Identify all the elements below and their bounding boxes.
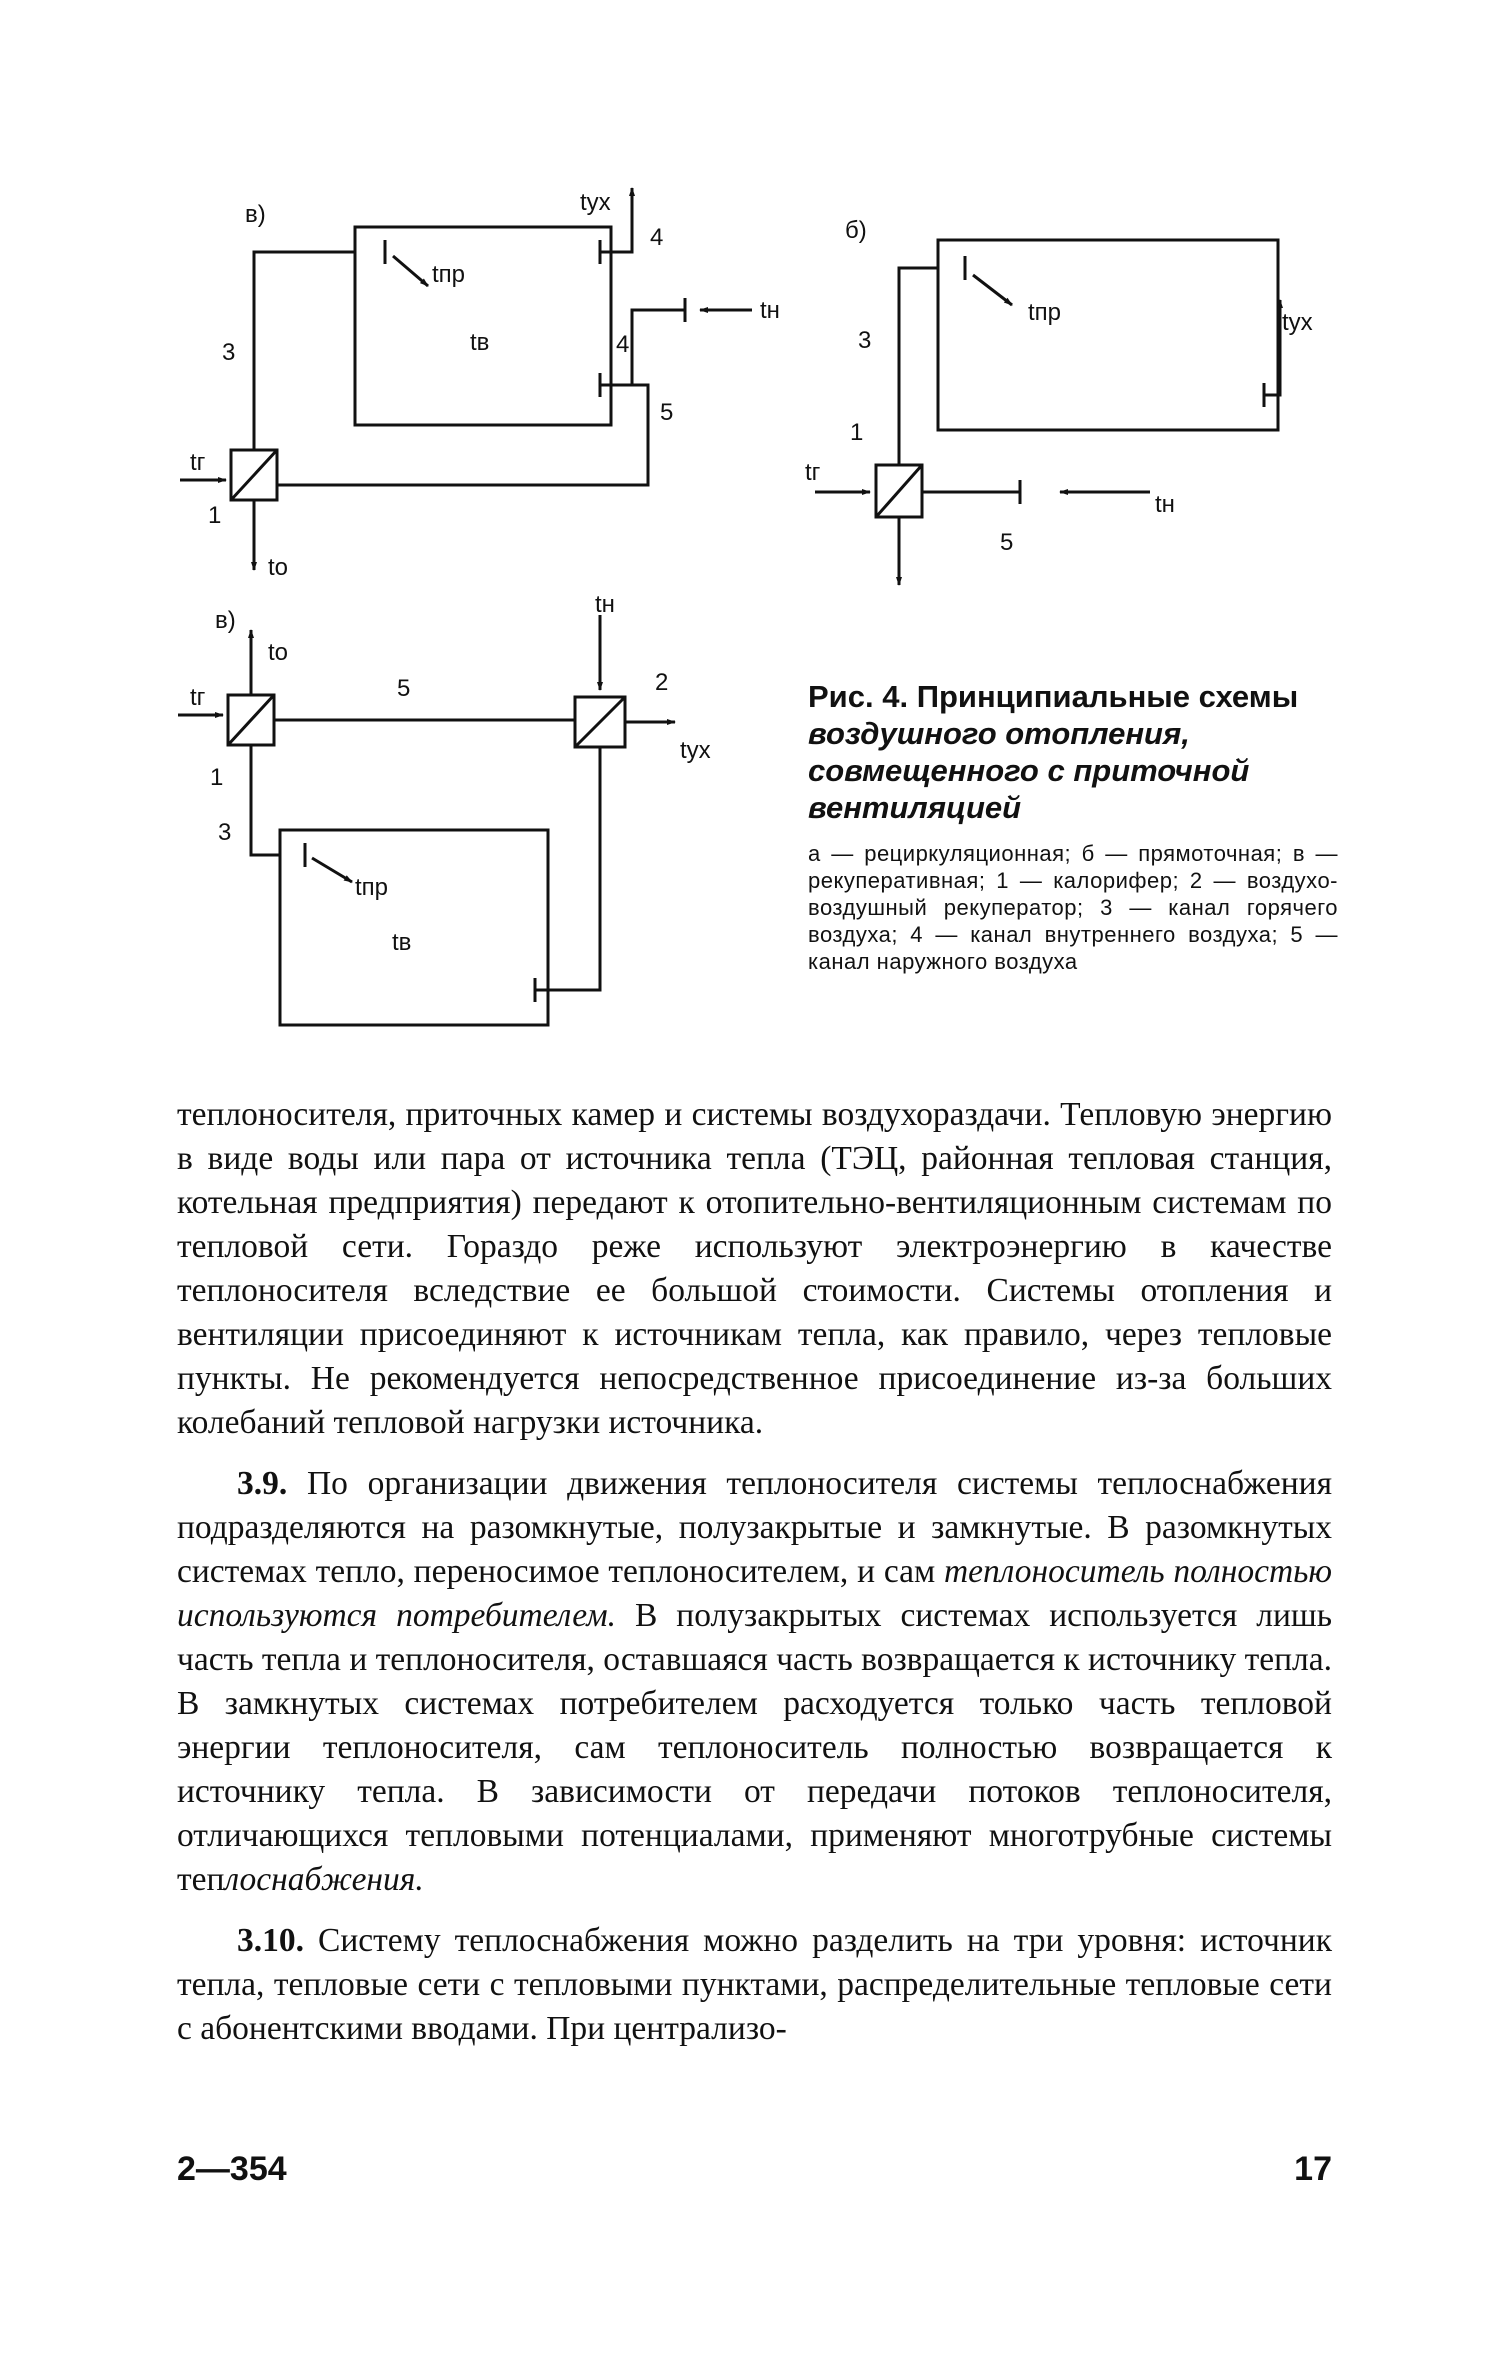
paragraph-3-9-part-a: По организации движения теплоносителя системы теплоснабжения подразделяются на разомкнутые, полузакрытые и замкнутые. В разомкнутых системах тепло, переносимое теплоносителем, и сам bbox=[177, 1465, 1332, 1590]
label-b-tux: tух bbox=[1282, 309, 1313, 336]
label-a-tn: tн bbox=[760, 297, 780, 324]
caption-title-italic: воздушного отопления, совмещенного с приточной вентиляцией bbox=[808, 716, 1250, 825]
arrow-tpr-a bbox=[393, 256, 428, 286]
section-number-3-10: 3.10. bbox=[237, 1922, 304, 1959]
paragraph-3-9-italic-1: теплоноситель полностью используются потребителем. bbox=[177, 1553, 1333, 1634]
label-a-n1: 1 bbox=[208, 502, 222, 529]
paragraph-3-10 bbox=[177, 1919, 1332, 2051]
label-a-to: tо bbox=[268, 554, 289, 581]
label-c-n1: 1 bbox=[210, 764, 224, 791]
label-b-panel: б) bbox=[845, 217, 867, 244]
figure-caption bbox=[808, 678, 1338, 975]
label-c-tv: tв bbox=[392, 929, 412, 956]
label-b-n1: 1 bbox=[850, 419, 864, 446]
room-c bbox=[280, 830, 548, 1025]
heater-a-diagonal bbox=[231, 450, 277, 500]
label-c-to: tо bbox=[268, 639, 289, 666]
diagram-c bbox=[178, 615, 675, 1025]
room-b bbox=[938, 240, 1278, 430]
label-b-n5: 5 bbox=[1000, 529, 1014, 556]
label-a-tux: tух bbox=[580, 189, 611, 216]
paragraph-3-9-part-b: В полузакрытых системах используется лишь часть тепла и теплоносителя, оставшаяся часть возвращается к источнику тепла. В замкнутых системах потребителем расходуется только часть тепловой энергии теплоносителя, сам теплоноситель полностью возвращается к источнику тепла. В зависимости от передачи потоков теплоносителя, отличающихся тепловыми потенциалами, применяют многотрубные системы теп bbox=[177, 1597, 1332, 1898]
section-number-3-9: 3.9. bbox=[237, 1465, 288, 1502]
label-c-n3: 3 bbox=[218, 819, 232, 846]
paragraph-3-9 bbox=[177, 1462, 1332, 1902]
label-c-n5: 5 bbox=[397, 675, 411, 702]
label-a-n3: 3 bbox=[222, 339, 236, 366]
label-a-n5: 5 bbox=[660, 399, 674, 426]
label-a-panel: в) bbox=[245, 201, 266, 228]
channel-3-a bbox=[254, 252, 355, 450]
recuperator-c-diagonal bbox=[575, 697, 625, 747]
paragraph-1: теплоносителя, приточных камер и системы воздухораздачи. Тепловую энергию в виде воды или пара от источника тепла (ТЭЦ, районная тепловая станция, котельная предприятия) передают к отопительно-вентиляционным системам по тепловой сети. Гораздо реже используют электроэнергию в качестве теплоносителя вследствие ее большой стоимости. Системы отопления и вентиляции присоединяют к источникам тепла, как правило, через тепловые пункты. Не рекомендуется непосредственное присоединение из-за больших колебаний тепловой нагрузки источника. bbox=[177, 1096, 1332, 1441]
diagram-a bbox=[180, 188, 752, 570]
caption-fig-number: Рис. 4. bbox=[808, 679, 909, 714]
signature-mark: 2—354 bbox=[177, 2150, 287, 2188]
arrow-tpr-b bbox=[973, 275, 1012, 305]
channel-return-c bbox=[535, 747, 600, 990]
label-b-n3: 3 bbox=[858, 327, 872, 354]
caption-title-upright: Принципиальные схемы bbox=[916, 679, 1299, 714]
arrow-tpr-c bbox=[312, 858, 352, 882]
channel-5-a bbox=[277, 385, 648, 485]
body-text bbox=[177, 1093, 1332, 2051]
label-a-tg: tг bbox=[190, 449, 206, 476]
label-c-panel: в) bbox=[215, 607, 236, 634]
heater-c-diagonal bbox=[228, 695, 274, 745]
label-c-tg: tг bbox=[190, 684, 206, 711]
channel-4-recirc-a bbox=[600, 310, 685, 385]
caption-legend: а — рециркуляционная; б — прямоточная; в — рекуперативная; 1 — калорифер; 2 — воздухо-воздушный рекуператор; 3 — канал горячего воздуха; 4 — канал внутреннего воздуха; 5 — канал наружного воздуха bbox=[808, 841, 1338, 974]
diagram-b bbox=[815, 240, 1280, 585]
paragraph-3-10-text: Систему теплоснабжения можно разделить на три уровня: источник тепла, тепловые сети с тепловыми пунктами, распределительные тепловые сети с абонентскими вводами. При централизо- bbox=[177, 1922, 1332, 2047]
label-c-tn: tн bbox=[595, 591, 615, 618]
label-c-n2: 2 bbox=[655, 669, 669, 696]
label-a-n4-top: 4 bbox=[650, 224, 664, 251]
paragraph-3-9-italic-2: лоснабжения. bbox=[224, 1861, 424, 1898]
label-a-tpr: tпр bbox=[432, 261, 466, 288]
heater-b-diagonal bbox=[876, 465, 922, 517]
page-number: 17 bbox=[1294, 2150, 1332, 2188]
label-c-tux: tух bbox=[680, 737, 711, 764]
label-a-tv: tв bbox=[470, 329, 490, 356]
label-c-tpr: tпр bbox=[355, 874, 389, 901]
label-b-tn: tн bbox=[1155, 491, 1175, 518]
label-b-tg: tг bbox=[805, 459, 821, 486]
label-a-n4-mid: 4 bbox=[616, 331, 630, 358]
caption-title bbox=[808, 678, 1338, 826]
channel-3-b bbox=[899, 268, 938, 465]
channel-4-exhaust-a bbox=[600, 218, 632, 252]
label-b-tpr: tпр bbox=[1028, 299, 1062, 326]
channel-3-c bbox=[251, 745, 280, 855]
